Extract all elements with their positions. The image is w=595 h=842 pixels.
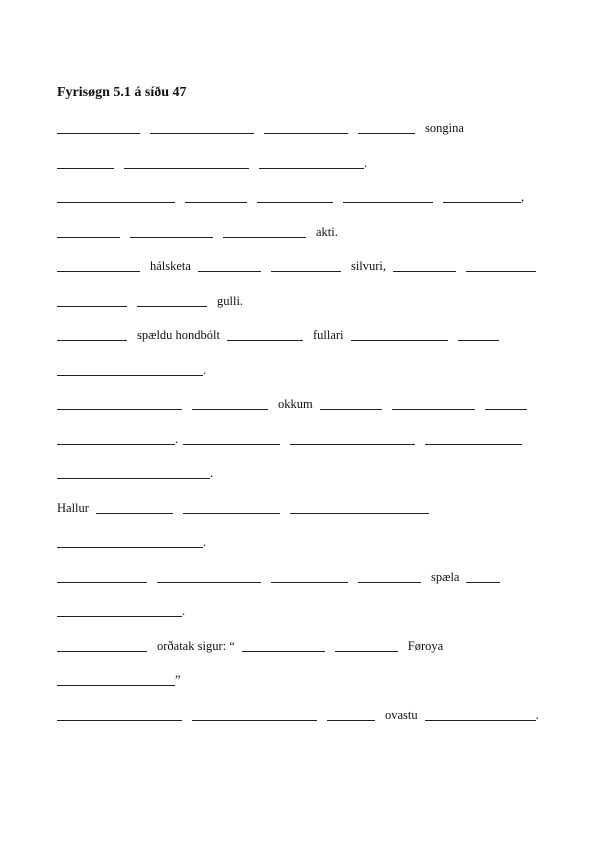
- line-text: songina: [425, 121, 464, 135]
- answer-blank[interactable]: [57, 582, 147, 583]
- answer-blank[interactable]: [485, 409, 527, 410]
- answer-blank[interactable]: [227, 340, 303, 341]
- answer-blank[interactable]: [185, 202, 247, 203]
- answer-blank[interactable]: [358, 582, 421, 583]
- line-text: silvuri,: [350, 259, 387, 273]
- answer-blank[interactable]: [271, 271, 341, 272]
- answer-blank[interactable]: [124, 168, 249, 169]
- answer-blank[interactable]: [358, 133, 415, 134]
- line-text: .: [175, 431, 179, 446]
- answer-blank[interactable]: [57, 168, 114, 169]
- line-text: spæla: [431, 569, 460, 584]
- answer-blank[interactable]: [57, 720, 182, 721]
- answer-blank[interactable]: [183, 444, 280, 445]
- answer-blank[interactable]: [257, 202, 333, 203]
- line-text: Hallur: [57, 500, 89, 515]
- answer-blank[interactable]: [343, 202, 433, 203]
- answer-blank[interactable]: [271, 582, 348, 583]
- answer-blank[interactable]: [57, 685, 175, 686]
- answer-blank[interactable]: [57, 237, 120, 238]
- answer-blank[interactable]: [327, 720, 375, 721]
- answer-blank[interactable]: [157, 582, 261, 583]
- answer-blank[interactable]: [443, 202, 521, 203]
- line-text: ”: [175, 673, 181, 687]
- answer-blank[interactable]: [290, 513, 429, 514]
- answer-blank[interactable]: [259, 168, 364, 169]
- answer-blank[interactable]: [57, 651, 147, 652]
- answer-blank[interactable]: [57, 133, 140, 134]
- line-text: orðatak sigur: “: [157, 638, 235, 653]
- line-text: .: [203, 535, 207, 549]
- answer-blank[interactable]: [57, 271, 140, 272]
- line-text: okkum: [278, 397, 313, 411]
- answer-blank[interactable]: [335, 651, 398, 652]
- line-text: gulli.: [217, 293, 244, 308]
- line-text: Føroya: [407, 638, 444, 653]
- answer-blank[interactable]: [264, 133, 348, 134]
- line-text: .: [535, 707, 539, 722]
- answer-blank[interactable]: [425, 720, 536, 721]
- line-text: .: [210, 466, 214, 480]
- line-text: hálsketa: [150, 259, 191, 273]
- answer-blank[interactable]: [57, 202, 175, 203]
- answer-blank[interactable]: [223, 237, 306, 238]
- answer-blank[interactable]: [57, 547, 203, 548]
- answer-blank[interactable]: [150, 133, 254, 134]
- answer-blank[interactable]: [320, 409, 382, 410]
- line-text: akti.: [316, 224, 338, 239]
- answer-blank[interactable]: [242, 651, 325, 652]
- answer-blank[interactable]: [393, 271, 456, 272]
- line-text: .: [203, 362, 207, 377]
- line-text: fullari: [312, 328, 344, 342]
- line-text: ,: [521, 190, 525, 204]
- worksheet-title: Fyrisøgn 5.1 á síðu 47: [57, 85, 187, 100]
- answer-blank[interactable]: [57, 409, 182, 410]
- answer-blank[interactable]: [192, 409, 268, 410]
- line-text: .: [182, 604, 186, 618]
- answer-blank[interactable]: [192, 720, 317, 721]
- answer-blank[interactable]: [183, 513, 280, 514]
- answer-blank[interactable]: [57, 375, 203, 376]
- line-text: spældu hondbólt: [137, 328, 220, 342]
- answer-blank[interactable]: [130, 237, 213, 238]
- line-text: ovastu: [385, 707, 418, 722]
- answer-blank[interactable]: [198, 271, 261, 272]
- answer-blank[interactable]: [392, 409, 475, 410]
- answer-blank[interactable]: [57, 340, 127, 341]
- answer-blank[interactable]: [425, 444, 522, 445]
- answer-blank[interactable]: [57, 478, 210, 479]
- answer-blank[interactable]: [466, 271, 536, 272]
- answer-blank[interactable]: [290, 444, 415, 445]
- answer-blank[interactable]: [96, 513, 173, 514]
- answer-blank[interactable]: [57, 306, 127, 307]
- answer-blank[interactable]: [458, 340, 499, 341]
- answer-blank[interactable]: [57, 444, 175, 445]
- answer-blank[interactable]: [351, 340, 448, 341]
- line-text: .: [364, 155, 368, 170]
- answer-blank[interactable]: [466, 582, 500, 583]
- answer-blank[interactable]: [137, 306, 207, 307]
- answer-blank[interactable]: [57, 616, 182, 617]
